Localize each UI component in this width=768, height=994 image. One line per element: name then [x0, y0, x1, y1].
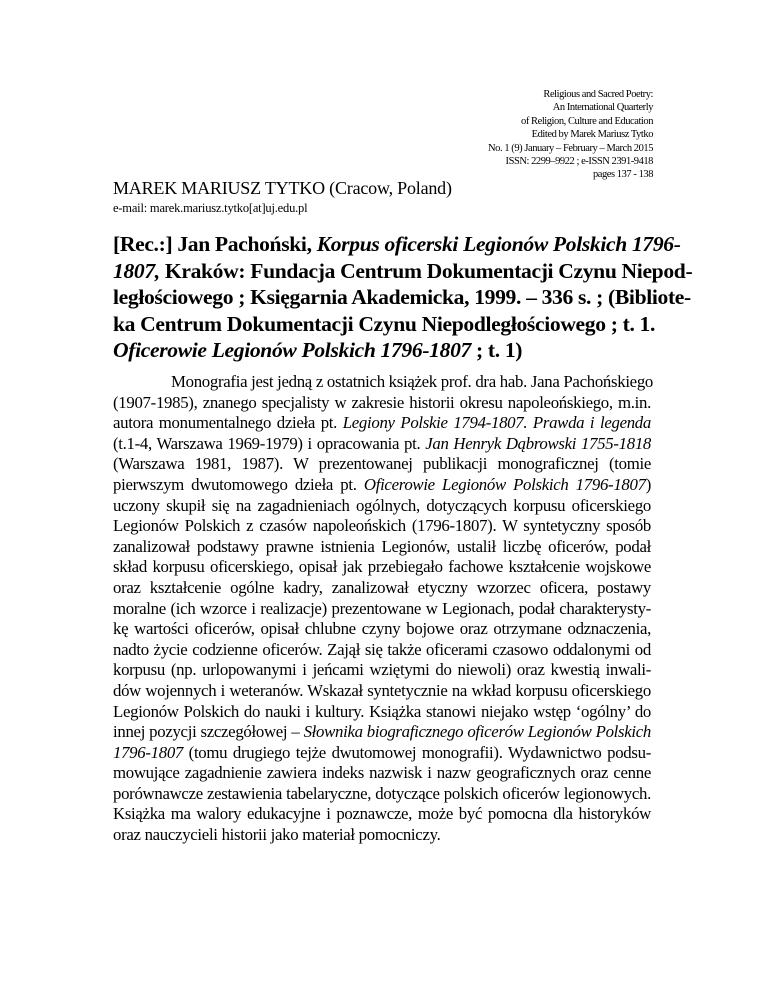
body-line: moralne (ich wzorce i realizacje) prezentowane w Legionach, podał charakterysty- — [113, 598, 651, 618]
body-line: Monografia jest jedną z ostatnich książek prof. dra hab. Jana Pachońskiego — [171, 372, 654, 391]
journal-subtitle: An International Quarterly — [552, 102, 653, 114]
body-line: (1907-1985), znanego specjalisty w zakresie historii okresu napoleońskiego, m.in. — [113, 392, 651, 412]
body-line: mowujące zagadnienie zawiera indeks nazwisk i nazw geograficznych oraz cenne — [113, 763, 651, 783]
journal-title: Religious and Sacred Poetry: — [543, 89, 653, 100]
body-line: korpusu (np. urlopowanymi i jeńcami wziętymi do niewoli) oraz kwestią inwali- — [113, 660, 651, 680]
journal-editor: Edited by Marek Mariusz Tytko — [531, 129, 653, 141]
body-line: innej pozycji szczegółowej – Słownika biograficznego oficerów Legionów Polskich — [113, 722, 652, 742]
journal-info — [488, 88, 653, 182]
body-line: porównawcze zestawienia tabelaryczne, dotyczące polskich oficerów legionowych. — [113, 783, 651, 803]
body-line: Legionów Polskich z czasów napoleońskich (1796-1807). W syntetyczny sposób — [113, 516, 651, 536]
title-line: Oficerowie Legionów Polskich 1796-1807 ; t. 1) — [113, 338, 523, 363]
journal-issn: ISSN: 2299–9922 ; e-ISSN 2391-9418 — [505, 156, 653, 168]
body-line: pierwszym dwutomowego dzieła pt. Oficerowie Legionów Polskich 1796-1807) — [113, 474, 651, 494]
body-line: Legionów Polskich do nauki i kultury. Książka stanowi niejako wstęp ‘ogólny’ do — [113, 701, 651, 721]
review-body — [113, 372, 654, 846]
title-line: ległościowego ; Księgarnia Akademicka, 1999. – 336 s. ; (Bibliote- — [113, 285, 691, 310]
title-line: [Rec.:] Jan Pachoński, Korpus oficerski Legionów Polskich 1796- — [113, 232, 681, 256]
author-name: MAREK MARIUSZ TYTKO (Cracow, Poland) — [113, 178, 452, 198]
title-line: ka Centrum Dokumentacji Czynu Niepodległościowego ; t. 1. — [113, 311, 656, 336]
body-line: nadto życie codzienne oficerów. Zajął się także oficerami czasowo oddalonymi od — [113, 639, 651, 659]
journal-pages: pages 137 - 138 — [592, 169, 653, 181]
body-line: dów wojennych i weteranów. Wskazał syntetycznie na wkład korpusu oficerskiego — [113, 680, 651, 700]
body-line: oraz nauczycieli historii jako materiał pomocniczy. — [113, 825, 441, 845]
journal-subtitle-2: of Religion, Culture and Education — [521, 115, 653, 127]
body-line: zanalizował podstawy prawne istnienia Legionów, ustalił liczbę oficerów, podał — [113, 536, 651, 556]
title-line: 1807, Kraków: Fundacja Centrum Dokumentacji Czynu Niepod- — [113, 258, 693, 283]
body-line: Książka ma walory edukacyjne i poznawcze, może być pomocna dla historyków — [113, 804, 651, 824]
body-line: (t.1-4, Warszawa 1969-1979) i opracowania pt. Jan Henryk Dąbrowski 1755-1818 — [113, 433, 651, 453]
body-line: uczony skupił się na zagadnieniach ogólnych, dotyczących korpusu oficerskiego — [113, 495, 651, 515]
article-title — [113, 231, 693, 364]
body-line: (Warszawa 1981, 1987). W prezentowanej publikacji monograficznej (tomie — [113, 454, 651, 474]
body-line: 1796-1807 (tomu drugiego tejże dwutomowej monografii). Wydawnictwo podsu- — [113, 742, 651, 762]
body-line: kę wartości oficerów, opisał chlubne czyny bojowe oraz otrzymane odznaczenia, — [113, 619, 651, 639]
journal-issue: No. 1 (9) January – February – March 2015 — [488, 142, 653, 154]
body-line: oraz kształcenie ogólne kadry, zanalizował etyczny wzorzec oficera, postawy — [113, 577, 651, 597]
body-line: skład korpusu oficerskiego, opisał jak przebiegało fachowe kształcenie wojskowe — [113, 557, 651, 577]
body-line: autora monumentalnego dzieła pt. Legiony Polskie 1794-1807. Prawda i legenda — [113, 413, 651, 433]
author-email: e-mail: marek.mariusz.tytko[at]uj.edu.pl — [113, 201, 308, 215]
